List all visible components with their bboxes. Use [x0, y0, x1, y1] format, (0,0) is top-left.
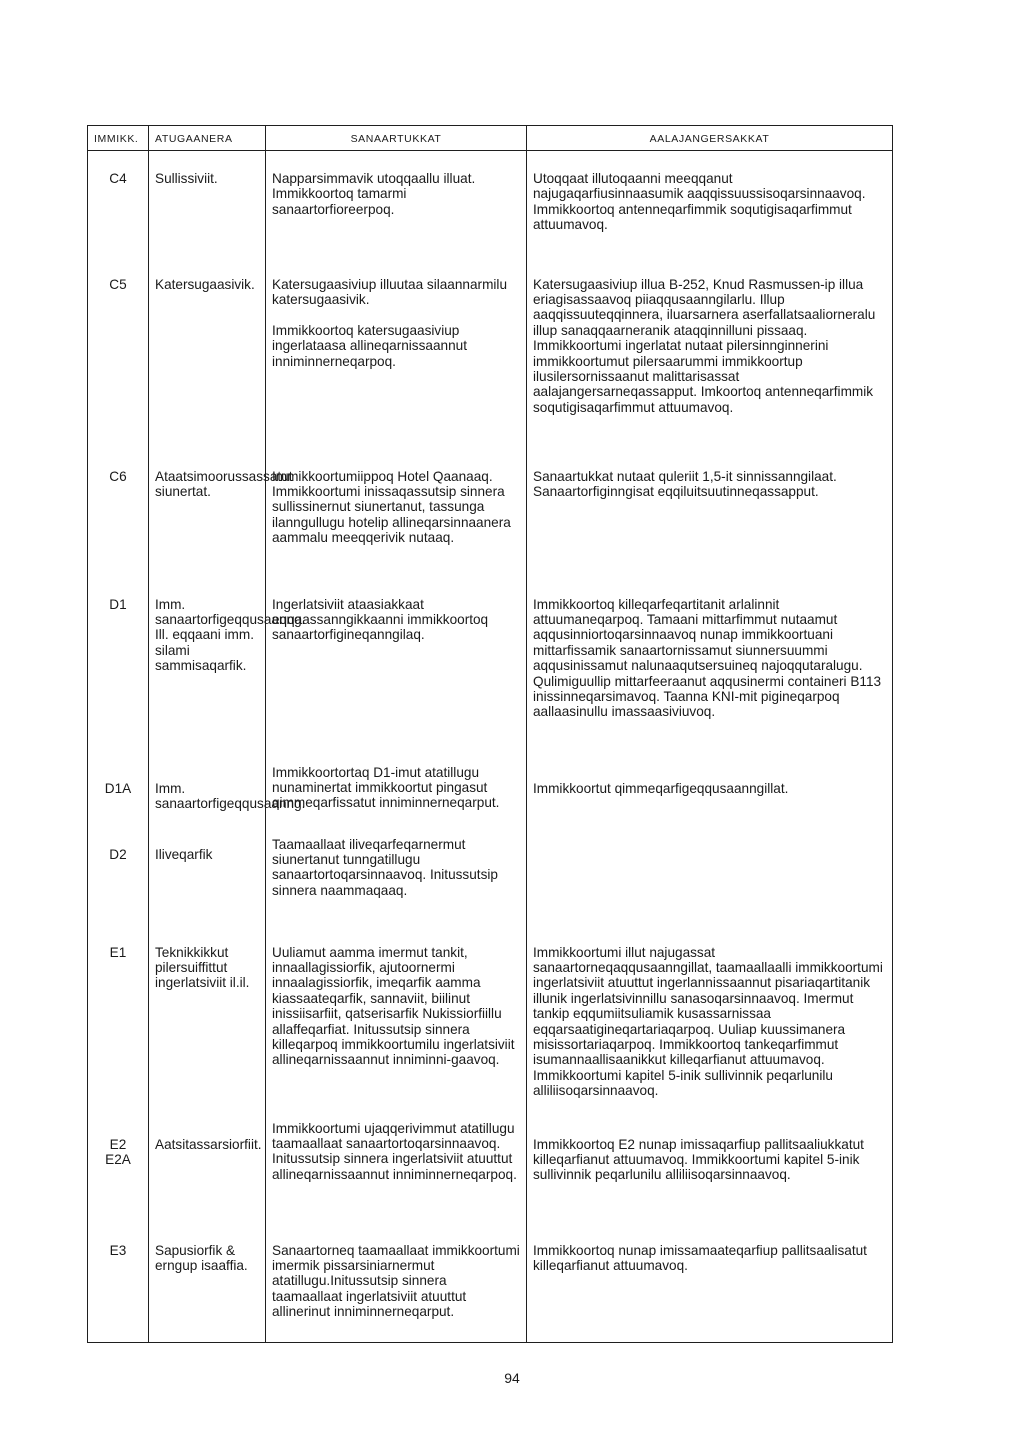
- row-category: Ataatsimoorussassatut siunertat.: [149, 435, 266, 573]
- row-category: Sapusiorfik & erngup isaaffia.: [149, 1223, 266, 1343]
- row-category: Teknikkikkut pilersuiffittut ingerlatsiviit il.il.: [149, 927, 266, 1117]
- row-code: E2 E2A: [88, 1117, 149, 1223]
- row-code: C5: [88, 247, 149, 435]
- table-row: [88, 1117, 893, 1223]
- table-row: [88, 151, 893, 247]
- row-code: D1A: [88, 761, 149, 837]
- row-measures: Katersugaasiviup illuutaa silaannarmilu katersugaasivik. Immikkoortoq katersugaasiviup ingerlataasa allineqarnissaannut inniminnerneqarpoq.: [266, 247, 527, 435]
- row-category: Imm. sanaartorfigeqqusaanng. Ill. eqqaani imm. silami sammisaqarfik.: [149, 573, 266, 761]
- table-row: [88, 247, 893, 435]
- row-measures: Ingerlatsiviit ataasiakkaat eqqaassanngikkaanni immikkoortoq sanaartorfigineqanngilaq.: [266, 573, 527, 761]
- row-measures: Sanaartorneq taamaallaat immikkoortumi imermik pissarsiniarnermut atatillugu.Initussutsip sinnera taamaallaat ingerlatsiviit atuuttut allinerinut inniminnerneqarput.: [266, 1223, 527, 1343]
- row-measures: Uuliamut aamma imermut tankit, innaallagissiorfik, ajutoornermi innaalagissiorfik, imeqarfik aamma kiassaateqarfik, sannaviit, biilinut inissiisarfiit, qatserisarfik Nukissiorfiillu allaffeqarfiat. Initussutsip sinnera killeqarpoq immikkoortumilu ingerlatsiviit allineqarnissaannut inniminni-gaavoq.: [266, 927, 527, 1117]
- row-reasons: Katersugaasiviup illua B-252, Knud Rasmussen-ip illua eriagisassaavoq piiaqqusaanngilarlu. Illup aaqqissuuteqqinnera, iluarsarnera aserfallatsaaliorneralu illup sanaqqaarneranik ataqqinnilluni pissaaq. Immikkoortumi ingerlatat nutaat pilersinnginnerini immikkoortumut pilersaarummi immikkoortup ilusilersornissaanut malittarisassat aalajangersarneqassapput. Imkoortoq antenneqarfimmik soqutigisaqarfimmut attuumavoq.: [527, 247, 893, 435]
- table-row: [88, 1223, 893, 1343]
- row-measures: Immikkoortumi ujaqqerivimmut atatillugu taamaallaat sanaartortoqarsinnaavoq. Initussutsip sinnera ingerlatsiviit atuuttut allineqarnissaannut inniminnerneqarpoq.: [266, 1117, 527, 1223]
- row-measures: Napparsimmavik utoqqaallu illuat. Immikkoortoq tamarmi sanaartorfioreerpoq.: [266, 151, 527, 247]
- table-row: [88, 573, 893, 761]
- row-reasons: Sanaartukkat nutaat quleriit 1,5-it sinnissanngilaat. Sanaartorfiginngisat eqqiluitsuutinneqassapput.: [527, 435, 893, 573]
- row-code: D2: [88, 837, 149, 927]
- header-code: IMMIKK.: [88, 126, 149, 151]
- table-row: [88, 435, 893, 573]
- row-category: Sullissiviit.: [149, 151, 266, 247]
- header-category: ATUGAANERA: [149, 126, 266, 151]
- row-reasons: Immikkoortoq E2 nunap imissaqarfiup pallitsaaliukkatut killeqarfianut attuumavoq. Immikkoortumi kapitel 5-inik sullivinnik peqarlunilu alliliisoqarsinnaavoq.: [527, 1117, 893, 1223]
- row-measures: Immikkoortortaq D1-imut atatillugu nunaminertat immikkoortut pingasut qimmeqarfissatut inniminnerneqarput.: [266, 761, 527, 837]
- row-category: Iliveqarfik: [149, 837, 266, 927]
- table-header-row: [88, 126, 893, 151]
- row-code: E3: [88, 1223, 149, 1343]
- table-row: [88, 927, 893, 1117]
- row-reasons: Immikkoortumi illut najugassat sanaartorneqaqqusaanngillat, taamaallaalli immikkoortumi ingerlatsiviit atuuttut ingerlannissaannut pisariaqartitanik illunik ingerlatsivinnillu sanasoqarsinnaavoq. Imermut tankip eqqumiitsuliamik kusassarnissaa eqqarsaatigineqartariaqarpoq. Uuliap kuussimanera misissortariaqarpoq. Immikkoortoq tankeqarfimmut isumannaallisaanikkut killeqarfianut attuumavoq. Immikkoortumi kapitel 5-inik sullivinnik peqarlunilu alliliisoqarsinnaavoq.: [527, 927, 893, 1117]
- row-category: Katersugaasivik.: [149, 247, 266, 435]
- row-code: E1: [88, 927, 149, 1117]
- table-row: [88, 837, 893, 927]
- page-number: 94: [504, 1370, 520, 1386]
- row-reasons: Immikkoortut qimmeqarfigeqqusaanngillat.: [527, 761, 893, 837]
- row-reasons: Immikkoortoq nunap imissamaateqarfiup pallitsaalisatut killeqarfianut attuumavoq.: [527, 1223, 893, 1343]
- row-code: C6: [88, 435, 149, 573]
- row-reasons: Immikkoortoq killeqarfeqartitanit arlalinnit attuumaneqarpoq. Tamaani mittarfimmut nutaamut aqqusinniortoqarsinnaavoq nunap immikkoortuani mittarfissamik sanaartornissamut siunnersuummi aqqusinissamut nalunaaqutsersuineq najoqqutaralugu. Qulimiguullip mittarfeeraanut aqqusinermi containeri B113 inissinneqarsimavoq. Taanna KNI-mit pigineqarpoq aallaasinullu imassaasiviuvoq.: [527, 573, 893, 761]
- row-category: Imm. sanaartorfigeqqusaanng.: [149, 761, 266, 837]
- row-measures: Taamaallaat iliveqarfeqarnermut siunertanut tunngatillugu sanaartortoqarsinnaavoq. Initussutsip sinnera naammaqaaq.: [266, 837, 527, 927]
- zoning-table: [87, 125, 893, 1343]
- row-code: D1: [88, 573, 149, 761]
- row-reasons: [527, 837, 893, 927]
- header-measures: SANAARTUKKAT: [266, 126, 527, 151]
- header-reasons: AALAJANGERSAKKAT: [527, 126, 893, 151]
- row-category: Aatsitassarsiorfiit.: [149, 1117, 266, 1223]
- row-reasons: Utoqqaat illutoqaanni meeqqanut najugaqarfiusinnaasumik aaqqissuussisoqarsinnaavoq. Immikkoortoq antenneqarfimmik soqutigisaqarfimmut attuumavoq.: [527, 151, 893, 247]
- row-code: C4: [88, 151, 149, 247]
- row-measures: Immikkoortumiippoq Hotel Qaanaaq. Immikkoortumi inissaqassutsip sinnera sullissinernut siunertanut, tassunga ilanngullugu hotelip allineqarsinnaanera aammalu meeqqerivik nutaaq.: [266, 435, 527, 573]
- table-row: [88, 761, 893, 837]
